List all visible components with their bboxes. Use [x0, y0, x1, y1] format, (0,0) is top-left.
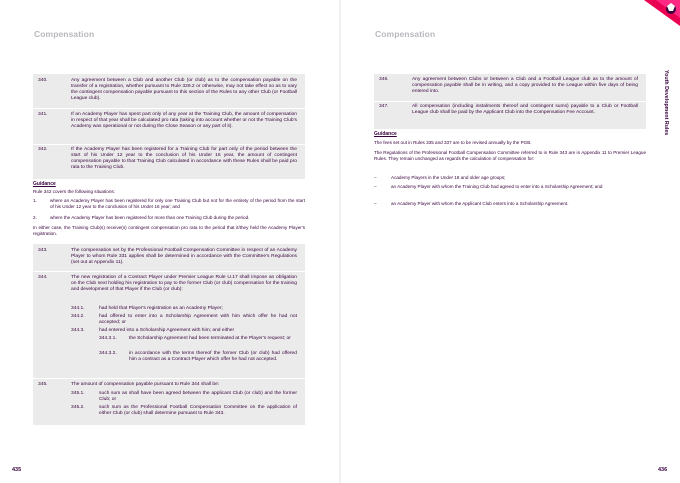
rule-number: 340.: [38, 78, 48, 83]
rule-text: The amount of compensation payable pursuant to Rule 344 shall be:: [71, 382, 220, 387]
rules-box-346-347: [374, 74, 646, 129]
bullet-icon: –: [374, 184, 377, 189]
rule-number: 346.: [379, 77, 389, 82]
side-section-label: [663, 70, 671, 160]
divider: [33, 378, 305, 379]
rules-box-343-345: [33, 244, 305, 425]
rule-342: [33, 147, 305, 177]
rule-345: [33, 382, 305, 424]
subrule-text: such sum as the Professional Football Compensation Committee on the application of either Club (or club) shall determine pursuant to Rule 343.: [99, 405, 297, 416]
rule-text: Any agreement between Clubs or between a Club and a Football League club as to the amount of compensation payable shall be in writing, and a copy provided to the League within five days of being entered into.: [412, 77, 638, 94]
subrule-number: 344.3.: [71, 328, 85, 333]
left-page-heading: Compensation: [34, 29, 95, 39]
subsubrule-number: 344.3.1.: [99, 336, 117, 341]
page-number-right: 436: [658, 467, 668, 473]
subrule-text: had offered to enter into a Scholarship Agreement with him which offer he had not accepted; or: [99, 314, 297, 325]
guidance-intro: Rule 342 covers the following situations:: [33, 189, 115, 194]
subrule-number: 345.2.: [71, 405, 85, 410]
guidance-title: Guidance: [33, 181, 56, 187]
subrule-text: had held that Player's registration as an Academy Player;: [99, 306, 223, 311]
rule-341: [33, 112, 305, 142]
guidance-item-text: where an Academy Player has been registered for only one Training Club but not for the entirety of the period from the start of his Under 12 year to the conclusion of his Under 16 year; and: [50, 198, 305, 209]
rule-text: The compensation set by the Professional Football Compensation Committee in respect of an Academy Player to whom Rule 331 applies shall be determined in accordance with the Committee's Regulations (set out at Appendix 11).: [71, 248, 297, 265]
guidance-paragraph: The fees set out in Rules 335 and 337 are to be revised annually by the PGB.: [374, 140, 532, 145]
rule-number: 345.: [38, 382, 48, 387]
side-label-text: Youth Development Rules: [663, 70, 669, 136]
rule-number: 347.: [379, 104, 389, 109]
divider: [33, 271, 305, 272]
guidance-bullet: Academy Players in the Under 18 and older age groups;: [391, 175, 506, 180]
divider: [33, 108, 305, 109]
right-page-heading: Compensation: [375, 29, 436, 39]
guidance-item-number: 1.: [33, 198, 37, 203]
subsubrule-text: in accordance with the terms thereof the former Club (or club) had offered him a contract as a Contract Player which offer he had not accepted.: [129, 351, 297, 362]
guidance-bullet: an Academy Player with whom the Applicant Club enters into a Scholarship Agreement.: [391, 201, 569, 206]
rule-text: Any agreement between a Club and another Club (or club) as to the compensation payable on the transfer of a registration, whether pursuant to Rule 329.2 or otherwise, may not take effect so as to vary the contingent compensation payable pursuant to this section of the Rules to any other Club (or Football League club).: [71, 78, 297, 101]
subrule-number: 344.2.: [71, 314, 85, 319]
rule-text: If the Academy Player has been registered for a Training Club for part only of the period between the start of his Under 12 year to the conclusion of his Under 16 year, the amount of contingent compensation payable to that Training Club calculated in accordance with these Rules shall be paid pro rata to the Training Club.: [71, 147, 297, 170]
guidance-item-text: where the Academy Player has been registered for more than one Training Club during the period.: [50, 215, 250, 220]
guidance-item-number: 2.: [33, 215, 37, 220]
guidance-paragraph: The Regulations of the Professional Football Compensation Committee referred to in Rule 343 are in Appendix 11 to Premier League Rules. They remain unchanged as regards the calculation of compensation for:: [374, 150, 646, 161]
rule-number: 342.: [38, 147, 48, 152]
page-number-left: 435: [12, 467, 22, 473]
rule-number: 341.: [38, 112, 48, 117]
rule-text: All compensation (including instalments thereof and contingent sums) payable to a Club or Football League club shall be paid by the Applicant Club into the Compensation Fee Account.: [412, 104, 638, 115]
rule-346: [374, 77, 646, 101]
rule-344: [33, 275, 305, 375]
rule-text: The new registration of a Contract Player under Premier League Rule U.17 shall impose an obligation on the Club next holding his registration to pay to the former Club (or club) compensation for the training and development of that Player if the Club (or club):: [71, 275, 297, 292]
subrule-text: had entered into a Scholarship Agreement with him; and either: [99, 328, 235, 333]
rules-box-340-342: [33, 74, 305, 179]
subrule-number: 344.1.: [71, 306, 85, 311]
bullet-icon: –: [374, 175, 377, 180]
guidance-title: Guidance: [374, 131, 397, 137]
left-page: [0, 0, 339, 483]
divider: [33, 144, 305, 145]
rule-343: [33, 248, 305, 272]
subsubrule-text: the Scholarship Agreement had been terminated at the Player's request; or: [129, 336, 291, 341]
rule-347: [374, 104, 646, 128]
rule-number: 344.: [38, 275, 48, 280]
subsubrule-number: 344.3.2.: [99, 351, 117, 356]
rule-number: 343.: [38, 248, 48, 253]
rule-340: [33, 78, 305, 106]
premier-league-logo: [638, 0, 680, 26]
right-page: [341, 0, 680, 483]
guidance-bullet: an Academy Player with whom the Training Club had agreed to enter into a Scholarship Agreement; and: [391, 184, 603, 189]
subrule-text: such sum as shall have been agreed between the applicant Club (or club) and the former Club; or: [99, 391, 297, 402]
subrule-number: 345.1.: [71, 391, 85, 396]
rule-text: If an Academy Player has spent part only of any year at the Training Club, the amount of compensation in respect of that year shall be calculated pro rata (taking into account whether or not the Training Club's Academy was operational or not during the Close Season or any part of it).: [71, 112, 297, 129]
divider: [374, 101, 646, 102]
guidance-closing: In either case, the Training Club(s) receive(s) contingent compensation pro rata to the period that it/they held the Academy Player's registration.: [33, 225, 305, 236]
bullet-icon: –: [374, 201, 377, 206]
